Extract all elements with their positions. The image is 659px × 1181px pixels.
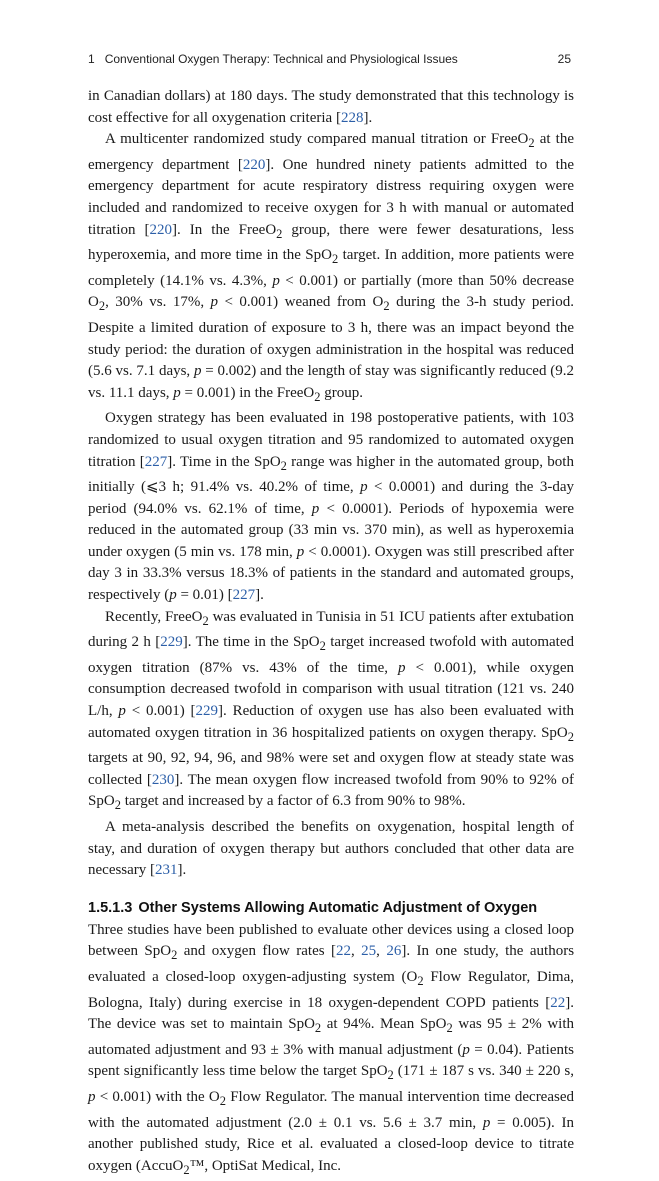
citation-link[interactable]: 22 bbox=[335, 943, 351, 960]
chapter-title: Conventional Oxygen Therapy: Technical and Physiological Issues bbox=[104, 52, 458, 66]
paragraph-other-systems: Three studies have been published to evaluate other devices using a closed loop between SpO$_2$ and oxygen flow rates [22, 25, 26]. In one study, the authors evaluated a closed-loop oxygen-adjusting system ($O_2$ Flow Regulator, Dima, Bologna, Italy) during exercise in 18 oxygen-dependent COPD patients [22]. The device was set to maintain SpO$_2$ at 94%. Mean SpO$_2$ was 95 ± 2% with automated adjustment and 93 ± 3% with manual adjustment (p = 0.04). Patients spent significantly less time below the target SpO$_2$ (171 ± 187 s vs. 340 ± 220 s, p < 0.001) with the $O_2$ Flow Regulator. The manual intervention time decreased with the automated adjustment (2.0 ± 0.1 vs. 5.6 ± 3.7 min, p = 0.005). In another published study, Rice et al. evaluated a closed-loop device to titrate oxygen (AccuO$_2$™, OptiSat Medical, Inc. bbox=[88, 921, 575, 1177]
paragraph-postoperative: Oxygen strategy has been evaluated in 198 postoperative patients, with 103 randomized to usual oxygen titration and 95 randomized to automated oxygen titration [227]. Time in the SpO$_2$ range was higher in the automated group, both initially (⩽3 h; 91.4% vs. 40.2% of time, p < 0.0001) and during the 3-day period (94.0% vs. 62.1% of time, p < 0.0001). Periods of hypoxemia were reduced in the automated group (33 min vs. 370 min), as well as hyperoxemia under oxygen (5 min vs. 178 min, p < 0.0001). Oxygen was still prescribed after day 3 in 33.3% versus 18.3% of patients in the standard and automated groups, respectively (p = 0.01) [227]. bbox=[88, 410, 574, 604]
paragraph-meta-analysis: A meta-analysis described the benefits on oxygenation, hospital length of stay, and duration of oxygen therapy but authors concluded that other data are necessary [231]. bbox=[88, 819, 574, 879]
paragraph-cost: in Canadian dollars) at 180 days. The study demonstrated that this technology is cost effective for all oxygenation criteria [228]. bbox=[88, 88, 574, 126]
main-text bbox=[88, 86, 574, 1181]
citation-link[interactable]: 229 bbox=[160, 634, 183, 651]
citation-link[interactable]: 220 bbox=[149, 221, 173, 238]
citation-link[interactable]: 26 bbox=[386, 943, 402, 960]
citation-link[interactable]: 227 bbox=[144, 453, 168, 470]
paragraph-tunisia: Recently, FreeO$_2$ was evaluated in Tunisia in 51 ICU patients after extubation during 2 h [229]. The time in the SpO$_2$ target increased twofold with automated oxygen titration (87% vs. 43% of the time, p < 0.001), while oxygen consumption decreased twofold in comparison with usual titration (121 vs. 240 L/h, p < 0.001) [229]. Reduction of oxygen use has also been evaluated with automated oxygen titration in 36 hospitalized patients on oxygen therapy. SpO$_2$ targets at 90, 92, 94, 96, and 98% were set and oxygen flow at steady state was collected [230]. The mean oxygen flow increased twofold from 90% to 92% of SpO$_2$ target and increased by a factor of 6.3 from 90% to 98%. bbox=[88, 608, 575, 813]
citation-link[interactable]: 220 bbox=[242, 156, 266, 173]
citation-link[interactable]: 229 bbox=[195, 703, 219, 720]
chapter-number: 1 bbox=[88, 52, 95, 66]
citation-link[interactable]: 227 bbox=[232, 587, 256, 604]
running-head bbox=[88, 52, 571, 70]
section-title: Other Systems Allowing Automatic Adjustment of Oxygen bbox=[138, 899, 538, 916]
citation-link[interactable]: 25 bbox=[361, 943, 377, 960]
citation-link[interactable]: 228 bbox=[340, 109, 364, 126]
paragraph-multicenter: A multicenter randomized study compared manual titration or FreeO$_2$ at the emergency department [220]. One hundred ninety patients admitted to the emergency department for acute respiratory distress requiring oxygen were included and randomized to receive oxygen for 3 h with manual or automated titration [220]. In the FreeO$_2$ group, there were fewer desaturations, less hyperoxemia, and more time in the SpO$_2$ target. In addition, more patients were completely (14.1% vs. 4.3%, p < 0.001) or partially (more than 50% decrease $O_2$, 30% vs. 17%, p < 0.001) weaned from $O_2$ during the 3-h study period. Despite a limited duration of exposure to 3 h, there was an impact beyond the study period: the duration of oxygen administration in the hospital was reduced (5.6 vs. 7.1 days, p = 0.002) and the length of stay was significantly reduced (9.2 vs. 11.1 days, p = 0.001) in the FreeO$_2$ group. bbox=[88, 131, 575, 404]
citation-link[interactable]: 231 bbox=[155, 862, 178, 879]
running-head-title bbox=[88, 52, 458, 66]
page-number: 25 bbox=[557, 52, 571, 66]
citation-link[interactable]: 230 bbox=[151, 771, 175, 788]
section-heading bbox=[88, 898, 574, 918]
section-number: 1.5.1.3 bbox=[88, 899, 133, 916]
citation-link[interactable]: 22 bbox=[550, 994, 566, 1011]
